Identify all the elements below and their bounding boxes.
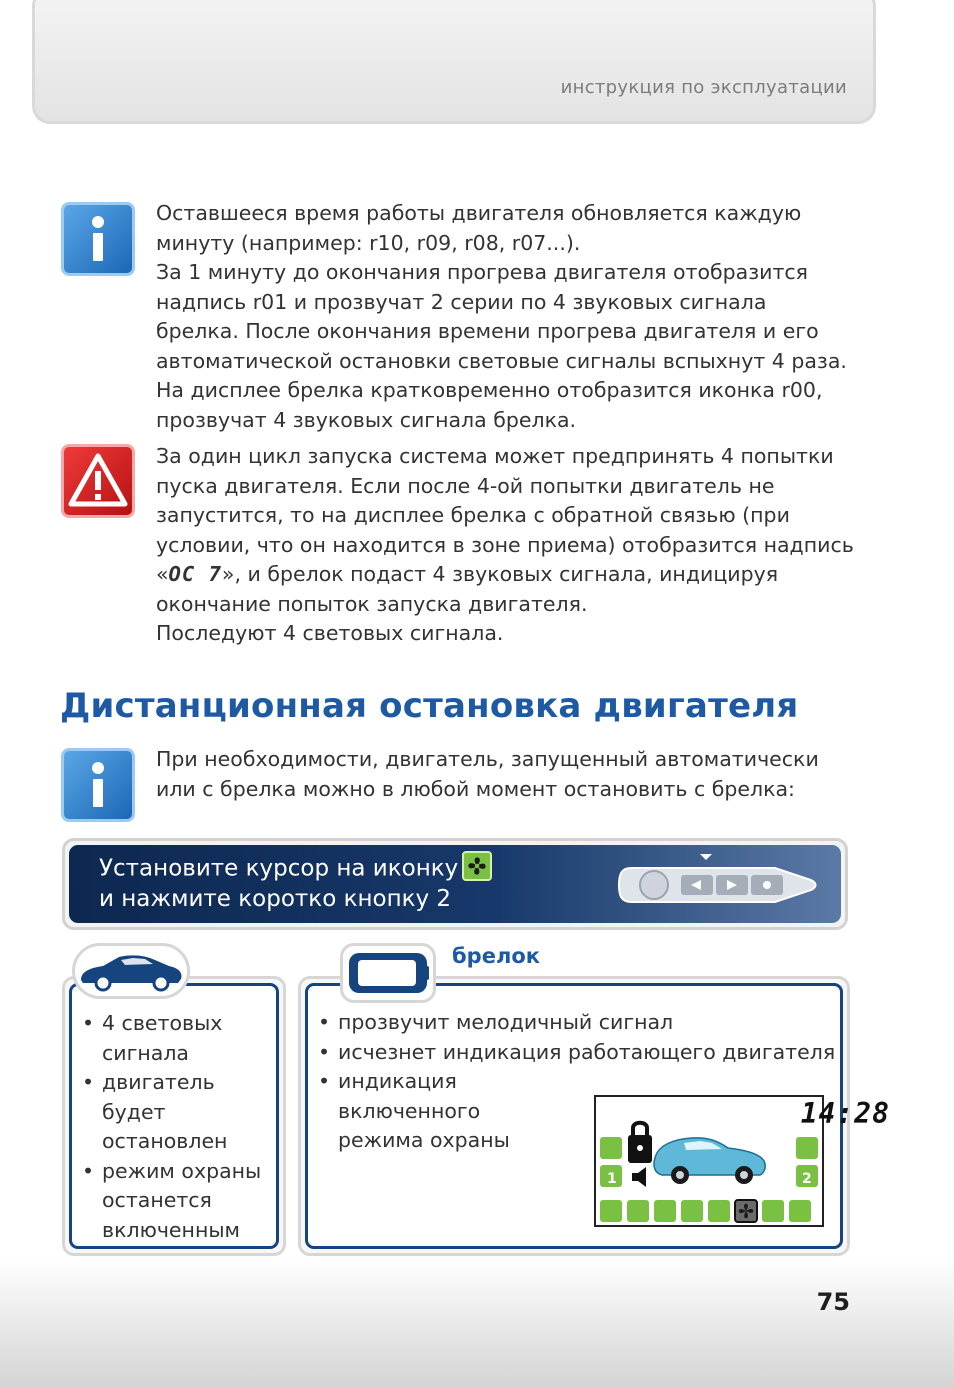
banner-text: Установите курсор на иконку: [99, 855, 459, 882]
list-text: 4 световых: [102, 1011, 223, 1035]
remote-lcd-display: [594, 1095, 824, 1227]
list-item: [314, 1008, 835, 1038]
warning-icon: [61, 444, 135, 518]
lcd-bottom-icon-row: [600, 1200, 811, 1222]
list-text: исчезнет индикация работающего двигателя: [338, 1039, 836, 1064]
list-item: [78, 1009, 261, 1068]
banner-background: [69, 845, 841, 923]
page-number: 75: [816, 1288, 850, 1316]
text-line: За 1 минуту до окончания прогрева двигателя отобразится: [156, 260, 808, 284]
list-item: [78, 1157, 261, 1246]
text-line: Оставшееся время работы двигателя обновляется каждую: [156, 201, 802, 225]
car-badge: [72, 943, 190, 999]
list-text: будет: [102, 1099, 166, 1124]
instruction-banner: [62, 838, 848, 930]
list-item: [314, 1038, 835, 1068]
info-paragraph-1: [156, 199, 856, 435]
text-line: окончание попыток запуска двигателя.: [156, 591, 588, 616]
lcd-indicator-1: 1: [607, 1171, 617, 1187]
lcd-indicator-2: 2: [802, 1171, 812, 1187]
text-line: надпись r01 и прозвучат 2 серии по 4 звуковых сигнала: [156, 289, 767, 314]
lcd-graphics: [596, 1097, 822, 1225]
warning-paragraph: [156, 442, 856, 649]
text-line: минуту (например: r10, r09, r08, r07...).: [156, 230, 581, 255]
key-fob-buttons-icon: [615, 850, 825, 910]
text-line: При необходимости, двигатель, запущенный автоматически: [156, 747, 819, 771]
page-header: [32, 0, 876, 124]
banner-line-2: и нажмите коротко кнопку 2: [99, 886, 452, 912]
list-text: режима охраны: [338, 1128, 510, 1152]
list-item: [78, 1068, 261, 1157]
remote-badge: [340, 943, 436, 1003]
lcd-icon-slot: [796, 1137, 818, 1159]
list-text: двигатель: [102, 1070, 215, 1094]
car-effects-list: [78, 1009, 261, 1245]
speaker-icon: [632, 1167, 646, 1187]
quote-open: «: [156, 562, 169, 586]
text-line: пуска двигателя. Если после 4-ой попытки двигатель не: [156, 473, 775, 498]
text-line-rest: », и брелок подаст 4 звуковых сигнала, индицируя: [221, 562, 779, 586]
list-text: прозвучит мелодичный сигнал: [338, 1010, 674, 1034]
list-text: сигнала: [102, 1040, 189, 1065]
text-line: Последуют 4 световых сигнала.: [156, 621, 504, 645]
text-line: или с брелка можно в любой момент остановить с брелка:: [156, 776, 795, 801]
list-text: остановлен: [102, 1129, 228, 1153]
text-line: условии, что он находится в зоне приема) отобразится надпись: [156, 532, 854, 557]
display-code-oc7: OC 7: [168, 562, 222, 586]
info-icon: [61, 202, 135, 276]
key-fob-icon: [343, 946, 433, 1000]
car-panel: [62, 976, 286, 1256]
header-title: инструкция по эксплуатации: [560, 77, 847, 98]
lcd-icon-slot: [600, 1137, 622, 1159]
list-text: останется: [102, 1188, 212, 1212]
banner-line-1: [99, 854, 492, 884]
car-panel-frame: [69, 983, 279, 1249]
section-title: Дистанционная остановка двигателя: [60, 686, 799, 726]
text-line: На дисплее брелка кратковременно отобразится иконка r00,: [156, 378, 823, 402]
list-text: включенным: [102, 1217, 241, 1242]
text-line: автоматической остановки световые сигналы вспыхнут 4 раза.: [156, 348, 847, 373]
car-icon: [75, 946, 187, 996]
fan-icon: [462, 851, 492, 881]
list-text: режим охраны: [102, 1158, 262, 1183]
text-line: прозвучат 4 звуковых сигнала брелка.: [156, 407, 577, 432]
page-footer: [0, 1258, 954, 1388]
text-line: запустится, то на дисплее брелка с обратной связью (при: [156, 503, 790, 527]
list-text: индикация: [338, 1069, 457, 1093]
list-text: включенного: [338, 1098, 481, 1123]
info-icon: [61, 748, 135, 822]
remote-label: брелок: [452, 944, 540, 968]
info-paragraph-2: [156, 745, 856, 804]
text-line: брелка. После окончания времени прогрева двигателя и его: [156, 319, 819, 343]
text-line: За один цикл запуска система может предпринять 4 попытки: [156, 444, 834, 468]
lcd-clock: 14:28: [800, 1097, 890, 1130]
text-line: [156, 560, 856, 590]
